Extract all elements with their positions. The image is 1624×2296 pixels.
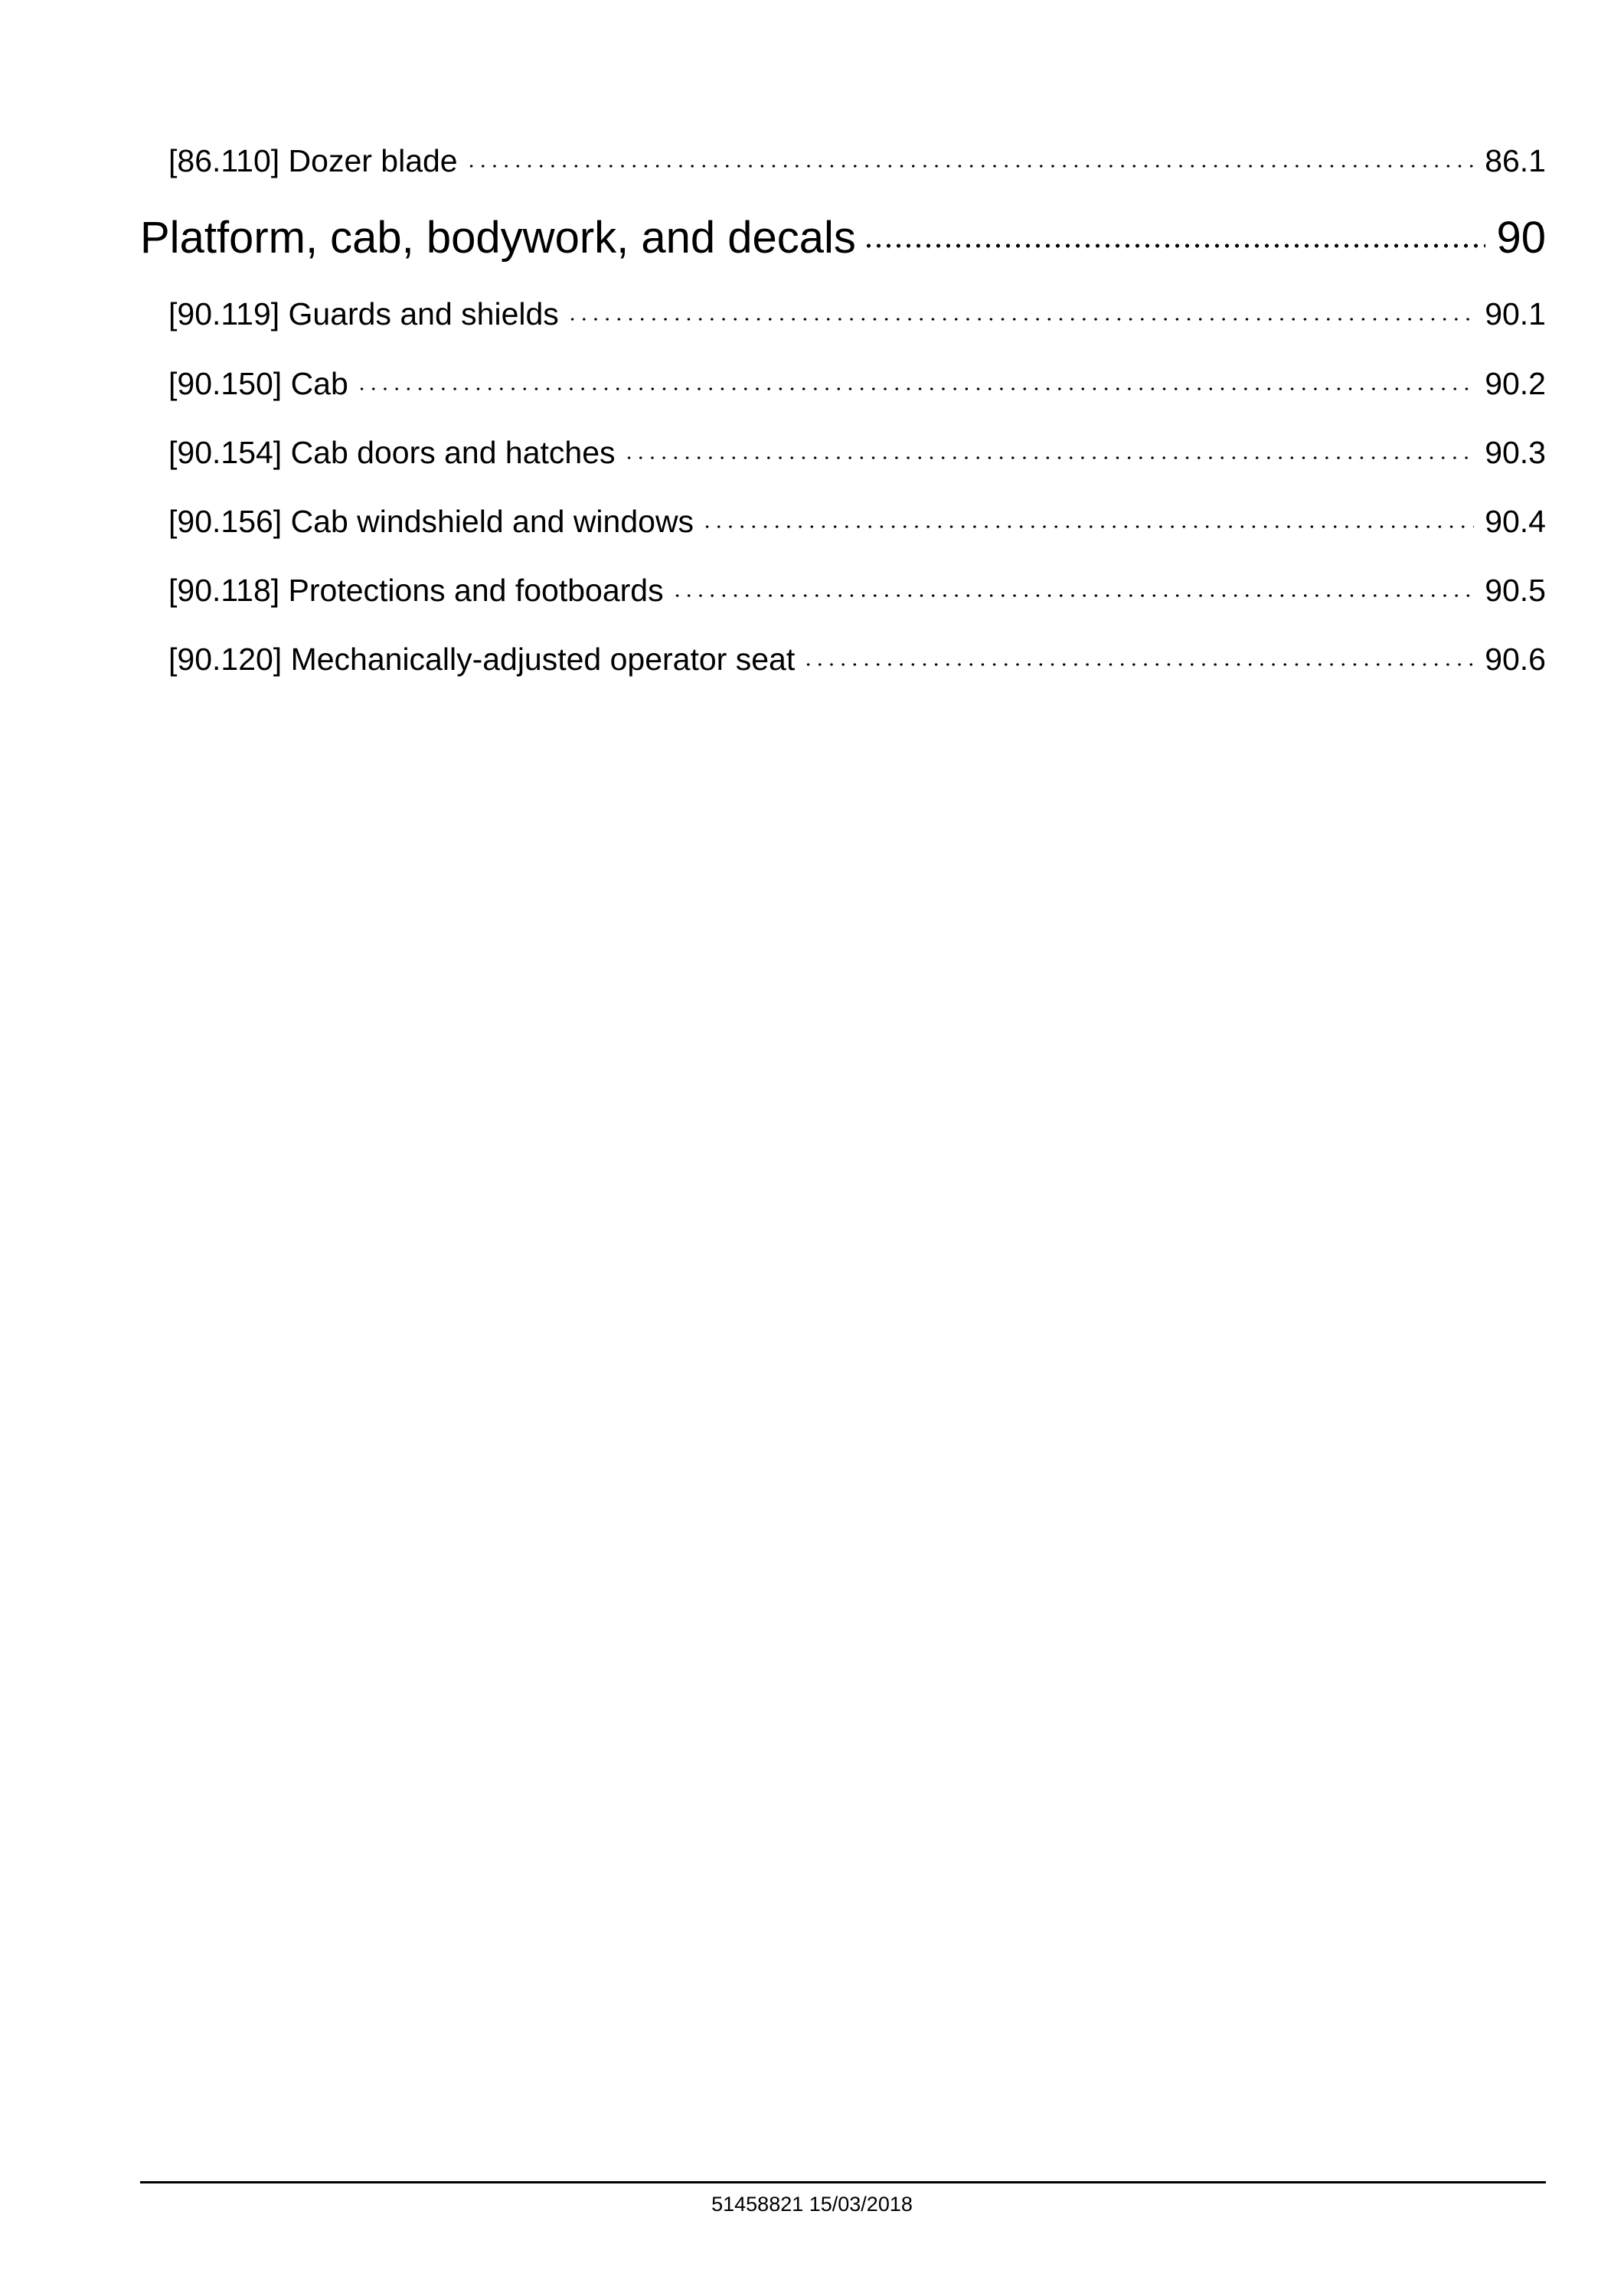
dot-leader bbox=[864, 208, 1486, 253]
toc-entry-protections-and-footboards[interactable] bbox=[168, 570, 1546, 616]
toc-entry-title: [90.156] Cab windshield and windows bbox=[168, 504, 694, 539]
toc-entry-page: 90.3 bbox=[1485, 435, 1546, 470]
toc-entry-title: [90.118] Protections and footboards bbox=[168, 573, 664, 608]
footer-document-id-date: 51458821 15/03/2018 bbox=[711, 2193, 913, 2216]
toc-entry-page: 86.1 bbox=[1485, 143, 1546, 178]
footer-divider bbox=[140, 2181, 1546, 2183]
toc-entry-cab-windshield-and-windows[interactable] bbox=[168, 501, 1546, 547]
toc-chapter-platform-cab-bodywork-decals[interactable] bbox=[140, 208, 1546, 269]
toc-chapter-page: 90 bbox=[1496, 213, 1546, 263]
dot-leader bbox=[701, 501, 1474, 532]
toc-entry-page: 90.4 bbox=[1485, 504, 1546, 539]
toc-entry-page: 90.6 bbox=[1485, 642, 1546, 677]
dot-leader bbox=[802, 639, 1474, 670]
dot-leader bbox=[671, 570, 1475, 601]
dot-leader bbox=[567, 293, 1474, 325]
toc-entry-cab-doors-and-hatches[interactable] bbox=[168, 432, 1546, 478]
toc-entry-title: [90.154] Cab doors and hatches bbox=[168, 435, 616, 470]
dot-leader bbox=[356, 363, 1474, 394]
toc-entry-title: [90.120] Mechanically-adjusted operator seat bbox=[168, 642, 796, 677]
toc-entry-cab[interactable] bbox=[168, 363, 1546, 409]
toc-entry-page: 90.2 bbox=[1485, 366, 1546, 401]
dot-leader bbox=[466, 140, 1475, 171]
toc-entry-page: 90.1 bbox=[1485, 296, 1546, 331]
toc-entry-title: [86.110] Dozer blade bbox=[168, 143, 458, 178]
toc-entry-page: 90.5 bbox=[1485, 573, 1546, 608]
toc-entry-title: [90.150] Cab bbox=[168, 366, 348, 401]
dot-leader bbox=[623, 432, 1475, 463]
toc-entry-dozer-blade[interactable] bbox=[168, 140, 1546, 186]
toc-entry-mechanically-adjusted-operator-seat[interactable] bbox=[168, 639, 1546, 684]
toc-chapter-title: Platform, cab, bodywork, and decals bbox=[140, 213, 856, 263]
toc-entry-guards-and-shields[interactable] bbox=[168, 293, 1546, 339]
toc-entry-title: [90.119] Guards and shields bbox=[168, 296, 559, 331]
